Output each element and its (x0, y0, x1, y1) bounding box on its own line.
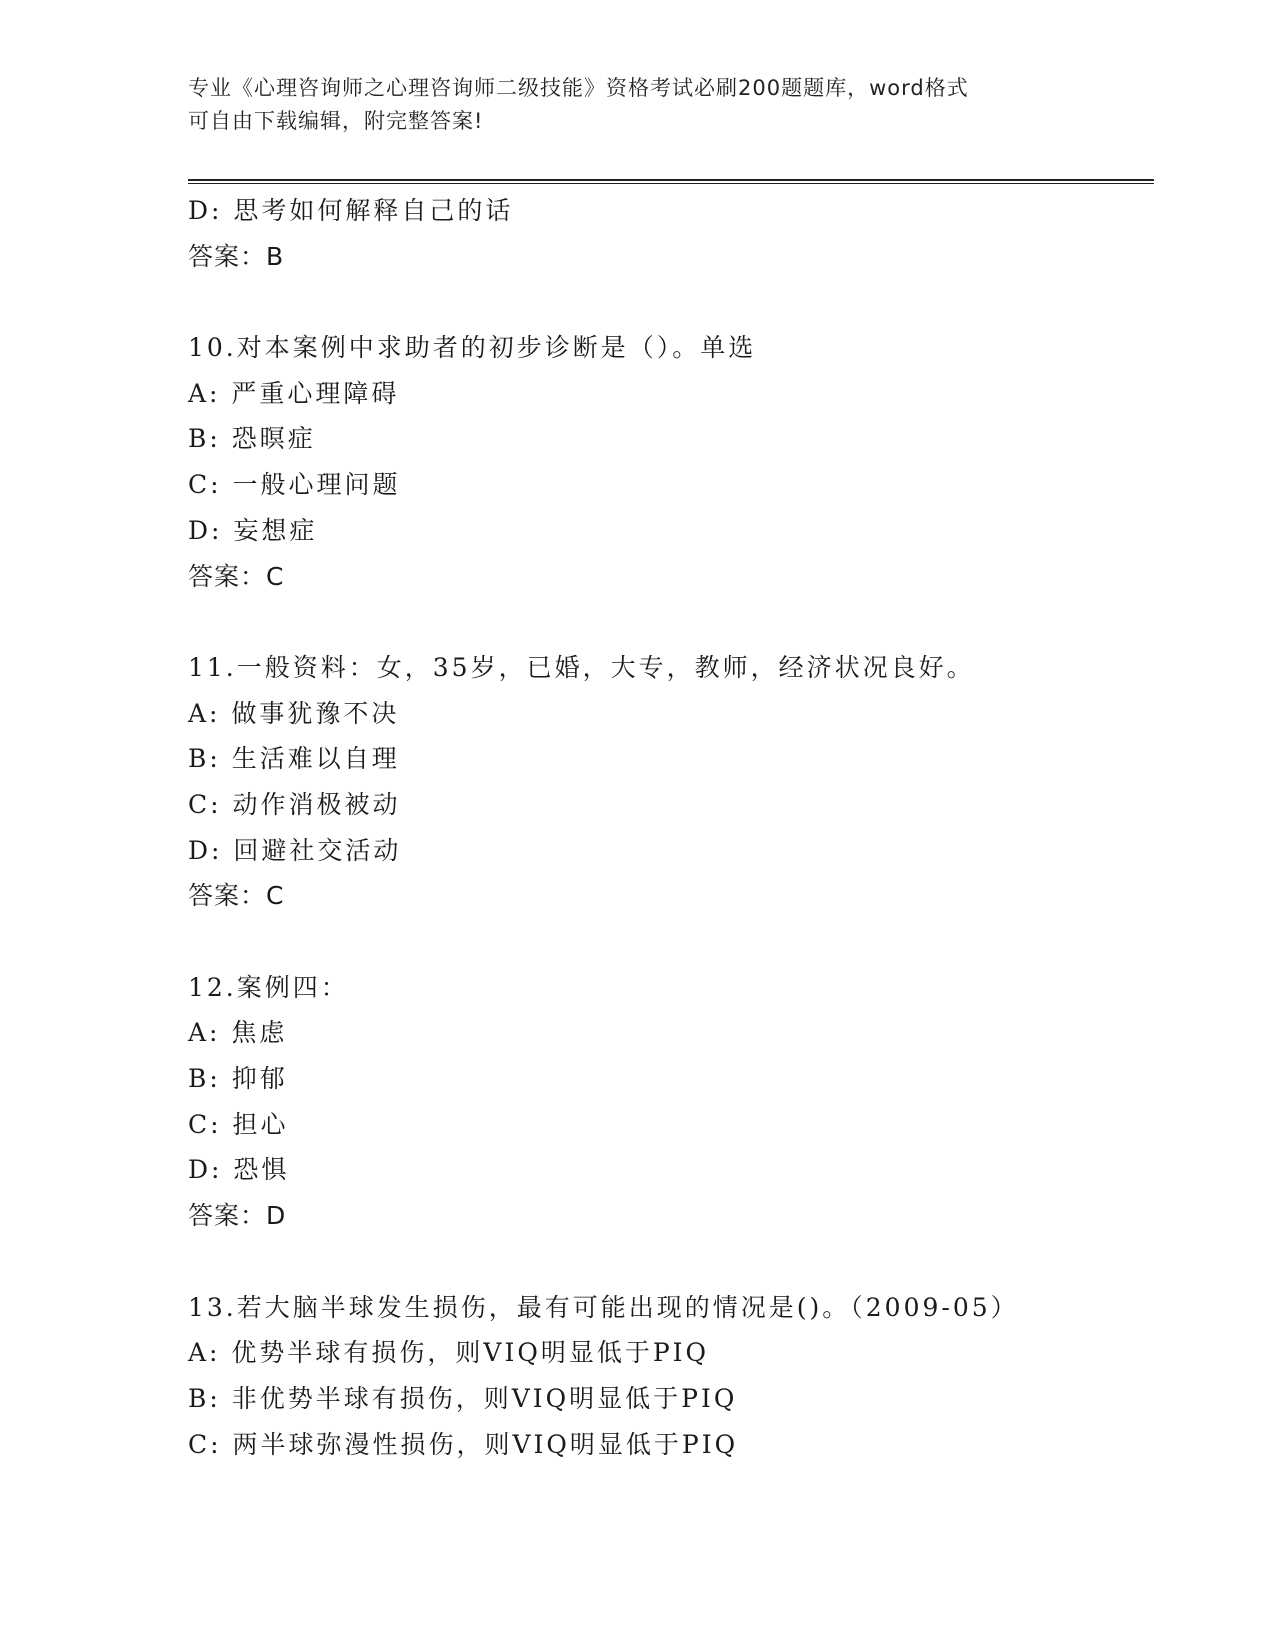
q13-stem: 13.若大脑半球发生损伤，最有可能出现的情况是()。（2009-05） (188, 1292, 1019, 1322)
prev-option-d: D: 思考如何解释自己的话 (188, 196, 514, 225)
spacer (188, 599, 1148, 645)
q10-option-a: A: 严重心理障碍 (188, 378, 400, 408)
q12-option-d: D: 恐惧 (188, 1155, 290, 1185)
q11-answer: 答案：C (188, 881, 285, 911)
q12-option-c: C: 担心 (188, 1109, 289, 1139)
q11-option-a: A: 做事犹豫不决 (188, 698, 400, 728)
prev-answer: 答案：B (188, 241, 285, 271)
q10-option-c: C: 一般心理问题 (188, 470, 401, 500)
spacer (188, 919, 1148, 965)
q12-answer: 答案：D (188, 1201, 287, 1231)
q10-option-b: B: 恐暝症 (188, 424, 316, 454)
q13-option-a: A: 优势半球有损伤，则VIQ明显低于PIQ (188, 1338, 710, 1368)
q13-option-b: B: 非优势半球有损伤，则VIQ明显低于PIQ (188, 1383, 738, 1413)
q11-stem: 11.一般资料：女，35岁，已婚，大专，教师，经济状况良好。 (188, 652, 975, 682)
spacer (188, 1239, 1148, 1285)
q11-option-c: C: 动作消极被动 (188, 789, 401, 819)
header-line-2: 可自由下载编辑，附完整答案! (188, 109, 484, 133)
q12-option-a: A: 焦虑 (188, 1018, 288, 1048)
q12-option-b: B: 抑郁 (188, 1064, 288, 1094)
q11-option-d: D: 回避社交活动 (188, 835, 402, 865)
q11-option-b: B: 生活难以自理 (188, 744, 400, 774)
q10-option-d: D: 妄想症 (188, 515, 318, 545)
header-line-1: 专业《心理咨询师之心理咨询师二级技能》资格考试必刷200题题库，word格式 (188, 76, 969, 100)
spacer (188, 279, 1148, 325)
header-rule-thin (188, 183, 1154, 184)
question-list (188, 188, 1148, 1467)
q10-stem: 10.对本案例中求助者的初步诊断是（）。单选 (188, 333, 757, 363)
q12-stem: 12.案例四： (188, 972, 349, 1002)
header-rule-thick (188, 179, 1154, 181)
document-header (188, 72, 1088, 138)
q10-answer: 答案：C (188, 561, 285, 591)
q13-option-c: C: 两半球弥漫性损伤，则VIQ明显低于PIQ (188, 1429, 739, 1459)
